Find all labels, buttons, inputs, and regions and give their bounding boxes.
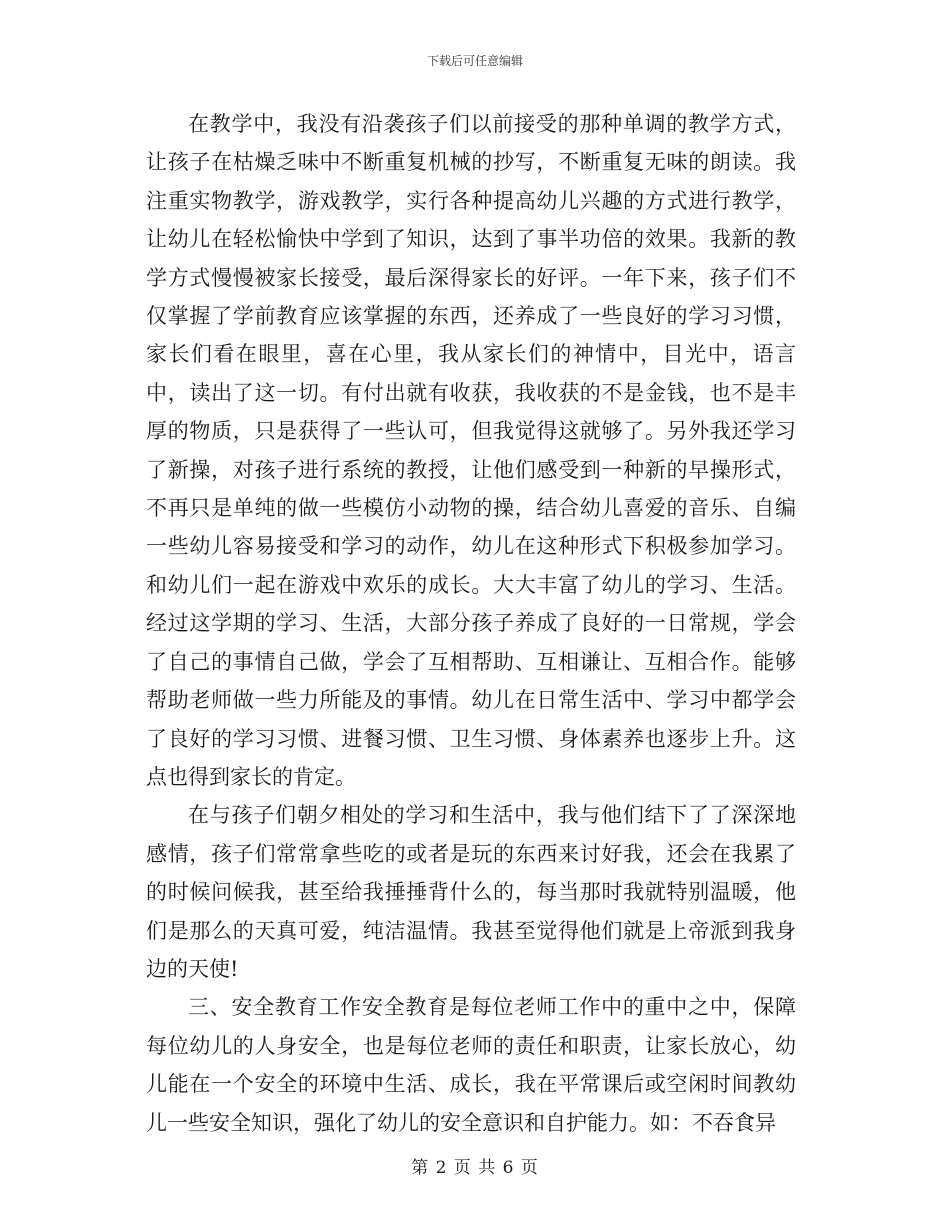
paragraph-teaching: 在教学中，我没有沿袭孩子们以前接受的那种单调的教学方式，让孩子在枯燥乏味中不断重复机械的抄写，不断重复无味的朗读。我注重实物教学，游戏教学，实行各种提高幼儿兴趣的方式进行教学，让幼儿在轻松愉快中学到了知识，达到了事半功倍的效果。我新的教学方式慢慢被家长接受，最后深得家长的好评。一年下来，孩子们不仅掌握了学前教育应该掌握的东西，还养成了一些良好的学习习惯，家长们看在眼里，喜在心里，我从家长们的神情中，目光中，语言中，读出了这一切。有付出就有收获，我收获的不是金钱，也不是丰厚的物质，只是获得了一些认可，但我觉得这就够了。另外我还学习了新操，对孩子进行系统的教授，让他们感受到一种新的早操形式，不再只是单纯的做一些模仿小动物的操，结合幼儿喜爱的音乐、自编一些幼儿容易接受和学习的动作，幼儿在这种形式下积极参加学习。和幼儿们一起在游戏中欢乐的成长。大大丰富了幼儿的学习、生活。经过这学期的学习、生活，大部分孩子养成了良好的一日常规，学会了自己的事情自己做，学会了互相帮助、互相谦让、互相合作。能够帮助老师做一些力所能及的事情。幼儿在日常生活中、学习中都学会了良好的学习习惯、进餐习惯、卫生习惯、身体素养也逐步上升。这点也得到家长的肯定。	[146, 112, 796, 789]
paragraph-relationship: 在与孩子们朝夕相处的学习和生活中，我与他们结下了了深深地感情，孩子们常常拿些吃的或者是玩的东西来讨好我，还会在我累了的时候问候我，甚至给我捶捶背什么的，每当那时我就特别温暖，他们是那么的天真可爱，纯洁温情。我甚至觉得他们就是上帝派到我身边的天使!	[146, 803, 796, 981]
document-body	[146, 105, 796, 1142]
page-footer: 第 2 页 共 6 页	[411, 1158, 539, 1178]
page-header: 下载后可任意编辑	[426, 54, 523, 68]
paragraph-safety: 三、安全教育工作安全教育是每位老师工作中的重中之中，保障每位幼儿的人身安全，也是每位老师的责任和职责，让家长放心，幼儿能在一个安全的环境中生活、成长，我在平常课后或空闲时间教幼儿一些安全知识，强化了幼儿的安全意识和自护能力。如：不吞食异	[146, 995, 796, 1135]
